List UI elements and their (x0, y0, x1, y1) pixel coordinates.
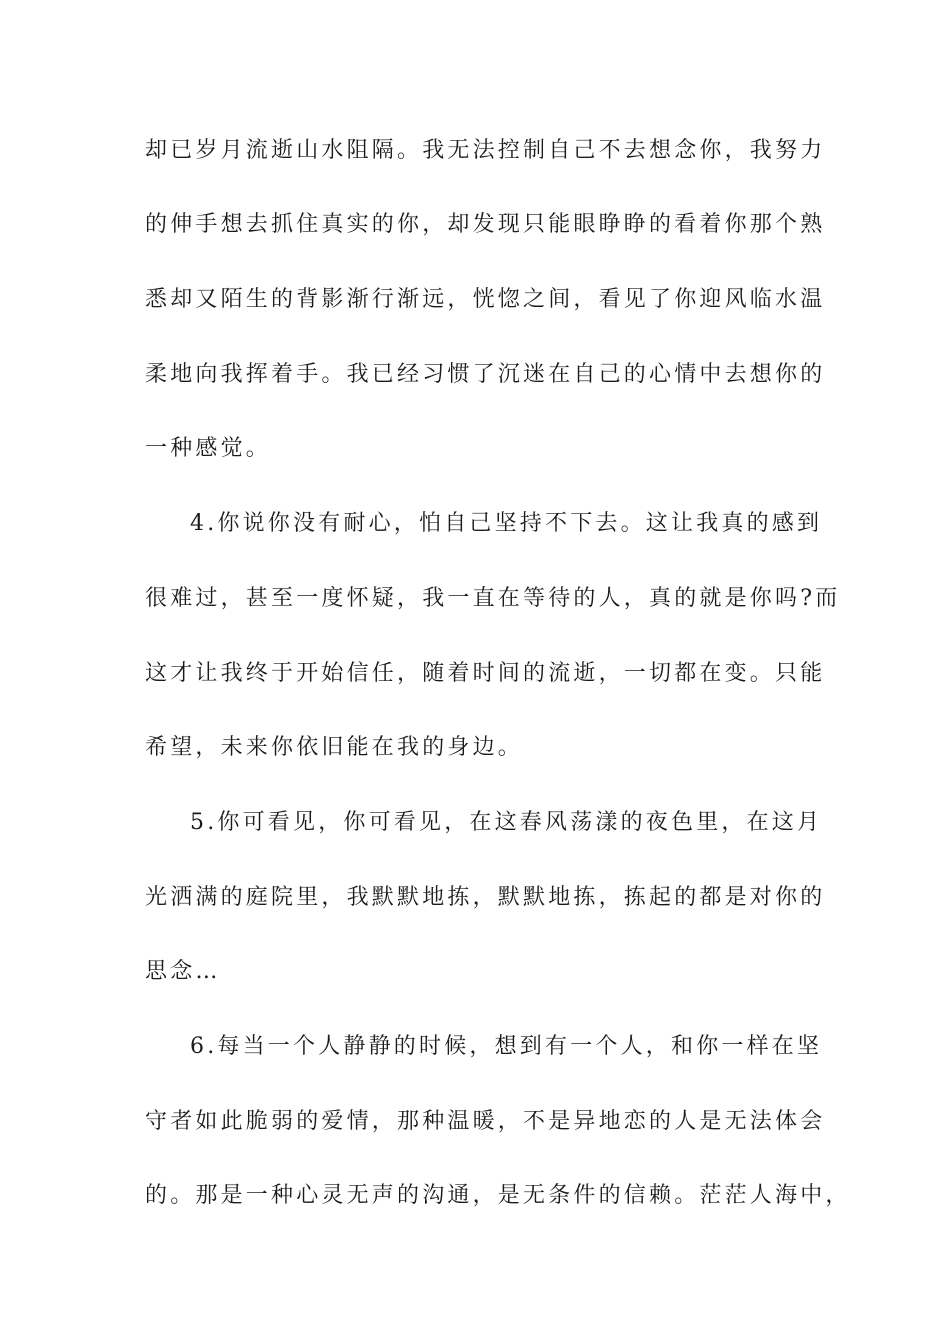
text-line: 柔地向我挥着手。我已经习惯了沉迷在自己的心情中去想你的 (145, 362, 826, 387)
text-line: 希望，未来你依旧能在我的身边。 (145, 735, 524, 760)
text-line: 这才让我终于开始信任，随着时间的流逝，一切都在变。只能 (145, 661, 826, 686)
text-line: 却已岁月流逝山水阻隔。我无法控制自己不去想念你，我努力 (145, 138, 826, 163)
text-line: 一种感觉。 (145, 436, 272, 461)
text-line: 很难过，甚至一度怀疑，我一直在等待的人，真的就是你吗?而 (145, 586, 841, 611)
text-line: 的伸手想去抓住真实的你，却发现只能眼睁睁的看着你那个熟 (145, 212, 826, 237)
text-line: 守者如此脆弱的爱情，那种温暖，不是异地恋的人是无法体会 (145, 1109, 826, 1134)
text-line: 的。那是一种心灵无声的沟通，是无条件的信赖。茫茫人海中， (145, 1183, 851, 1208)
text-line: 光洒满的庭院里，我默默地拣，默默地拣，拣起的都是对你的 (145, 885, 826, 910)
paragraph-6-first-line: 6.每当一个人静静的时候，想到有一个人，和你一样在坚 (190, 1034, 823, 1059)
text-line: 思念… (145, 959, 221, 984)
paragraph-4-first-line: 4.你说你没有耐心，怕自己坚持不下去。这让我真的感到 (190, 511, 823, 536)
paragraph-5-first-line: 5.你可看见，你可看见，在这春风荡漾的夜色里，在这月 (190, 810, 823, 835)
text-line: 悉却又陌生的背影渐行渐远，恍惚之间，看见了你迎风临水温 (145, 287, 826, 312)
